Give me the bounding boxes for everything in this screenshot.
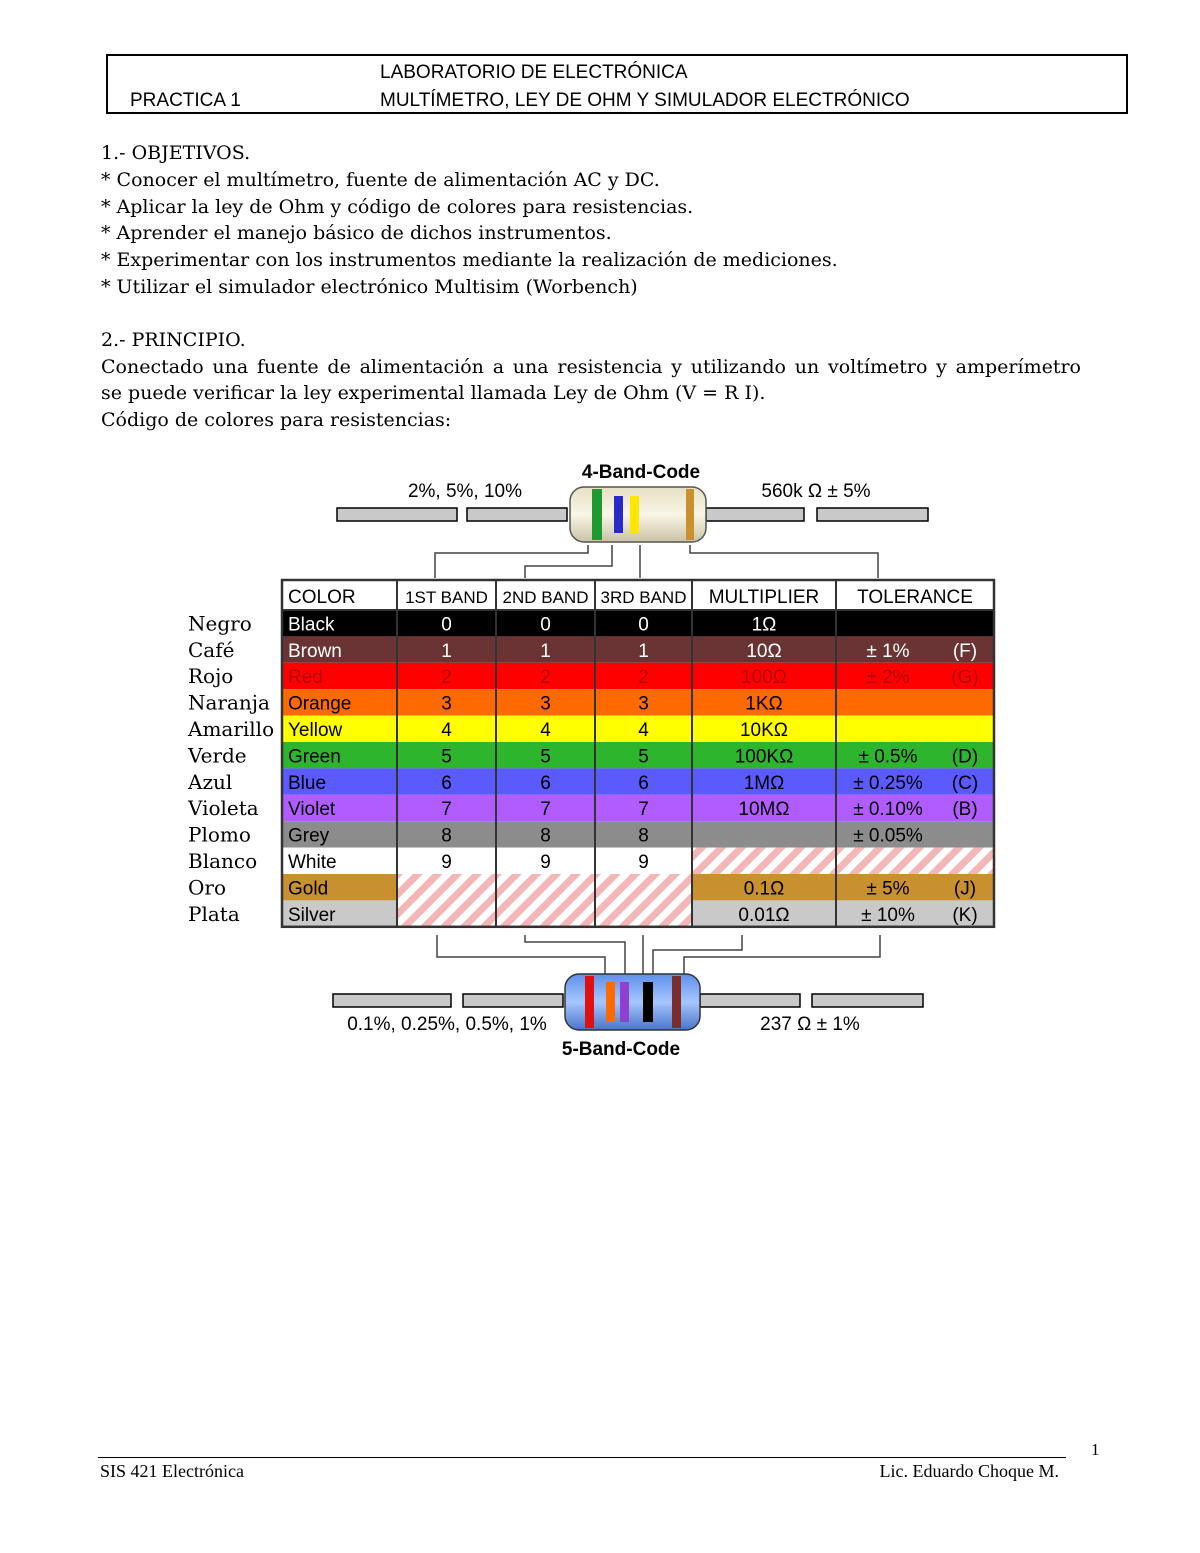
english-color-name: Green xyxy=(288,746,341,768)
spanish-color-name: Verde xyxy=(188,743,247,768)
english-color-name: Blue xyxy=(288,772,327,794)
five-band-example-value: 237 Ω ± 1% xyxy=(760,1014,860,1035)
table-header-cell: MULTIPLIER xyxy=(708,587,820,608)
spanish-color-name: Amarillo xyxy=(188,717,275,741)
spanish-color-name: Azul xyxy=(188,769,233,794)
table-value-mult: 10Ω xyxy=(746,640,782,662)
spanish-color-name: Blanco xyxy=(188,849,258,873)
table-value-b3: 9 xyxy=(638,852,649,873)
spanish-color-name: Café xyxy=(188,637,235,662)
objective-item: * Conocer el multímetro, fuente de alimentación AC y DC. xyxy=(101,168,660,191)
table-cell-bg xyxy=(836,689,994,715)
table-value-b2: 2 xyxy=(540,667,551,689)
table-value-b3: 2 xyxy=(638,667,649,689)
table-value-mult: 1KΩ xyxy=(745,693,783,715)
five-band-connectors xyxy=(437,935,880,976)
spanish-color-name: Naranja xyxy=(188,690,270,715)
spanish-color-name: Negro xyxy=(188,611,252,636)
tolerance-letter-code: (J) xyxy=(953,878,977,900)
table-value-b3: 6 xyxy=(638,772,649,794)
table-value-b3: 5 xyxy=(638,746,649,768)
table-header-cell: 1ST BAND xyxy=(405,588,488,607)
table-value-mult: 1MΩ xyxy=(743,772,785,794)
practice-subtitle: MULTÍMETRO, LEY DE OHM Y SIMULADOR ELECTRÓNICO xyxy=(380,90,910,111)
english-color-name: Violet xyxy=(288,799,336,821)
table-value-mult: 10MΩ xyxy=(738,799,790,821)
tolerance-value: ± 0.25% xyxy=(853,772,923,794)
table-value-b2: 3 xyxy=(540,693,551,715)
spanish-color-name: Rojo xyxy=(188,664,234,689)
table-cell-bg xyxy=(595,900,692,926)
tolerance-value: ± 5% xyxy=(866,878,910,900)
spanish-color-name: Oro xyxy=(188,875,226,900)
table-cell-bg xyxy=(836,716,994,742)
five-band-tolerance-options: 0.1%, 0.25%, 0.5%, 1% xyxy=(347,1014,547,1035)
tolerance-letter-code: (K) xyxy=(952,904,978,926)
four-band-connectors xyxy=(435,545,878,578)
table-header-cell: TOLERANCE xyxy=(857,587,973,608)
page-number: 1 xyxy=(1091,1440,1100,1459)
table-cell-bg xyxy=(496,900,595,926)
table-value-b1: 7 xyxy=(441,799,452,821)
table-value-mult: 0.1Ω xyxy=(743,878,785,900)
table-value-b3: 8 xyxy=(638,825,649,847)
table-value-b1: 2 xyxy=(441,667,452,689)
table-value-mult: 100KΩ xyxy=(734,746,794,768)
table-header-cell: 3RD BAND xyxy=(600,588,687,607)
color-code-intro: Código de colores para resistencias: xyxy=(101,409,452,432)
objective-item: * Aplicar la ley de Ohm y código de colores para resistencias. xyxy=(101,195,694,218)
spanish-color-name: Plata xyxy=(188,901,240,926)
tolerance-value: ± 0.10% xyxy=(853,799,923,821)
objective-item: * Utilizar el simulador electrónico Multisim (Worbench) xyxy=(101,275,638,298)
table-value-b1: 9 xyxy=(441,852,452,873)
footer-author: Lic. Eduardo Choque M. xyxy=(879,1461,1059,1481)
footer-divider xyxy=(98,1457,1066,1458)
english-color-name: Black xyxy=(288,614,335,636)
table-value-b1: 4 xyxy=(441,720,452,741)
principle-paragraph: se puede verificar la ley experimental llamada Ley de Ohm (V = R I). xyxy=(101,382,766,405)
english-color-name: Orange xyxy=(288,693,352,715)
table-cell-bg xyxy=(397,900,496,926)
tolerance-value: ± 0.05% xyxy=(853,825,923,847)
table-cell-bg xyxy=(397,874,496,900)
objective-item: * Experimentar con los instrumentos mediante la realización de mediciones. xyxy=(101,249,838,272)
table-value-b3: 4 xyxy=(638,720,649,741)
four-band-tolerance-options: 2%, 5%, 10% xyxy=(407,481,523,502)
table-value-b3: 0 xyxy=(638,614,649,636)
english-color-name: Gold xyxy=(288,878,329,900)
english-color-name: Grey xyxy=(288,825,330,847)
table-value-b3: 1 xyxy=(638,640,649,662)
section-title-objetivos: 1.- OBJETIVOS. xyxy=(101,142,251,164)
table-cell-bg xyxy=(496,874,595,900)
tolerance-letter-code: (D) xyxy=(951,746,979,768)
table-value-mult: 1Ω xyxy=(751,614,777,636)
table-value-b2: 1 xyxy=(540,640,551,662)
principle-paragraph: Conectado una fuente de alimentación a una resistencia y utilizando un voltímetro y amperímetro xyxy=(101,355,1081,378)
table-value-b2: 9 xyxy=(540,852,551,873)
table-value-b1: 3 xyxy=(441,693,452,715)
four-band-title: 4-Band-Code xyxy=(581,462,701,483)
five-band-title: 5-Band-Code xyxy=(561,1039,681,1060)
footer-course: SIS 421 Electrónica xyxy=(100,1461,244,1481)
section-title-principio: 2.- PRINCIPIO. xyxy=(101,328,246,351)
table-cell-bg xyxy=(836,848,994,874)
tolerance-letter-code: (F) xyxy=(952,640,978,662)
english-color-name: Silver xyxy=(288,904,336,926)
table-value-b3: 3 xyxy=(638,693,649,715)
four-band-example-value: 560k Ω ± 5% xyxy=(761,481,871,502)
tolerance-value: ± 2% xyxy=(866,667,910,689)
english-color-name: Yellow xyxy=(288,720,343,741)
table-value-b1: 8 xyxy=(441,825,452,847)
table-value-mult: 0.01Ω xyxy=(738,904,790,926)
tolerance-value: ± 1% xyxy=(866,640,910,662)
spanish-color-name: Violeta xyxy=(188,796,259,821)
lab-title: LABORATORIO DE ELECTRÓNICA xyxy=(380,62,688,83)
table-value-b2: 8 xyxy=(540,825,551,847)
table-cell-bg xyxy=(595,874,692,900)
table-value-b1: 0 xyxy=(441,614,452,636)
table-cell-bg xyxy=(692,821,836,847)
color-code-table xyxy=(187,580,994,927)
table-value-b1: 6 xyxy=(441,772,452,794)
english-color-name: Red xyxy=(288,667,323,689)
tolerance-value: ± 0.5% xyxy=(858,746,918,768)
tolerance-value: ± 10% xyxy=(861,904,915,926)
five-band-resistor xyxy=(565,974,700,1030)
tolerance-letter-code: (C) xyxy=(951,772,979,794)
table-value-mult: 10KΩ xyxy=(739,720,789,741)
table-value-b2: 4 xyxy=(540,720,551,741)
tolerance-letter-code: (B) xyxy=(952,799,978,821)
four-band-resistor xyxy=(570,487,706,542)
table-cell-bg xyxy=(692,848,836,874)
practica-label: PRACTICA 1 xyxy=(130,90,241,111)
objective-item: * Aprender el manejo básico de dichos instrumentos. xyxy=(101,222,612,245)
spanish-color-name: Plomo xyxy=(188,822,251,847)
table-value-b3: 7 xyxy=(638,799,649,821)
table-header-cell: COLOR xyxy=(288,587,356,608)
table-value-b2: 6 xyxy=(540,772,551,794)
table-value-b1: 5 xyxy=(441,746,452,768)
tolerance-letter-code: (G) xyxy=(951,667,979,689)
table-header-cell: 2ND BAND xyxy=(502,588,589,607)
table-value-b1: 1 xyxy=(441,640,452,662)
table-value-b2: 5 xyxy=(540,746,551,768)
english-color-name: Brown xyxy=(288,640,342,662)
table-value-b2: 0 xyxy=(540,614,551,636)
english-color-name: White xyxy=(288,852,337,873)
table-value-b2: 7 xyxy=(540,799,551,821)
table-value-mult: 100Ω xyxy=(741,667,787,689)
table-cell-bg xyxy=(836,610,994,636)
